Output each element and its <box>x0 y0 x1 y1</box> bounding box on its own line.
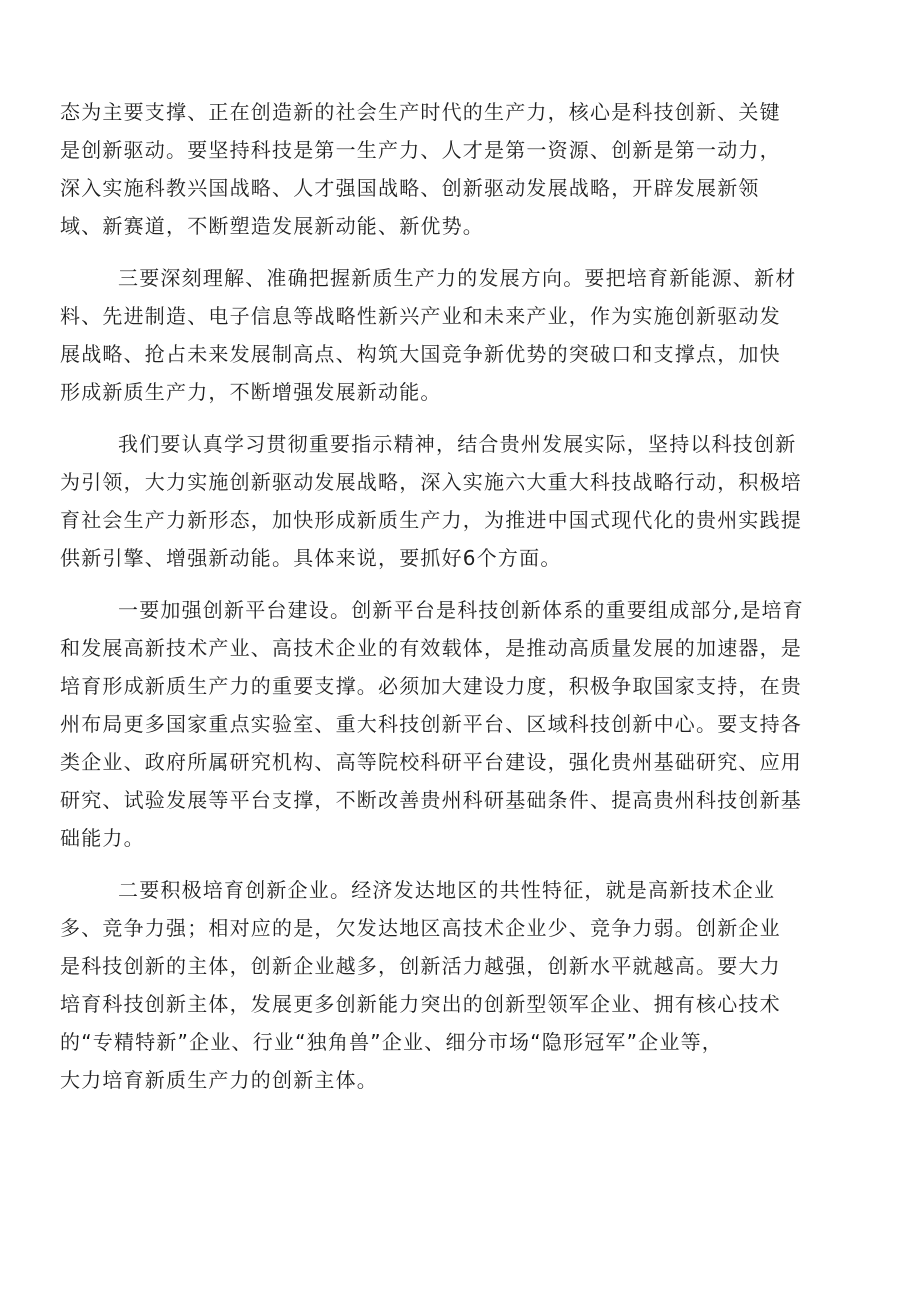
paragraph-line: 供新引擎、增强新动能。具体来说，要抓好6个方面。 <box>60 546 562 570</box>
paragraph-line: 大力培育新质生产力的创新主体。 <box>60 1068 378 1092</box>
paragraph-gap <box>60 245 870 259</box>
paragraph-gap <box>60 411 870 425</box>
paragraph-line: 域、新赛道，不断塑造发展新动能、新优势。 <box>60 214 484 238</box>
paragraph <box>60 93 870 245</box>
paragraph <box>60 425 870 577</box>
paragraph-line: 一要加强创新平台建设。创新平台是科技创新体系的重要组成部分,是培育 <box>118 598 804 622</box>
paragraph-line: 研究、试验发展等平台支撑，不断改善贵州科研基础条件、提高贵州科技创新基 <box>60 788 802 812</box>
paragraph-line: 州布局更多国家重点实验室、重大科技创新平台、区域科技创新中心。要支持各 <box>60 712 802 736</box>
paragraph-line: 的“专精特新”企业、行业“独角兽”企业、细分市场“隐形冠军”企业等， <box>60 1030 723 1054</box>
paragraph <box>60 259 870 411</box>
paragraph-line: 二要积极培育创新企业。经济发达地区的共性特征，就是高新技术企业 <box>118 878 776 902</box>
paragraph-line: 育社会生产力新形态，加快形成新质生产力，为推进中国式现代化的贵州实践提 <box>60 508 802 532</box>
paragraph-line: 形成新质生产力，不断增强发展新动能。 <box>60 380 442 404</box>
document-body <box>60 93 870 1099</box>
paragraph-line: 态为主要支撑、正在创造新的社会生产时代的生产力，核心是科技创新、关键 <box>60 100 781 124</box>
paragraph-line: 和发展高新技术产业、高技术企业的有效载体，是推动高质量发展的加速器，是 <box>60 636 802 660</box>
paragraph-line: 三要深刻理解、准确把握新质生产力的发展方向。要把培育新能源、新材 <box>118 266 797 290</box>
paragraph <box>60 591 870 857</box>
paragraph-line: 我们要认真学习贯彻重要指示精神，结合贵州发展实际，坚持以科技创新 <box>118 432 797 456</box>
paragraph-line: 为引领，大力实施创新驱动发展战略，深入实施六大重大科技战略行动，积极培 <box>60 470 802 494</box>
paragraph-line: 深入实施科教兴国战略、人才强国战略、创新驱动发展战略，开辟发展新领 <box>60 176 760 200</box>
paragraph-line: 培育科技创新主体，发展更多创新能力突出的创新型领军企业、拥有核心技术 <box>60 992 781 1016</box>
paragraph-gap <box>60 577 870 591</box>
paragraph-line: 多、竞争力强；相对应的是，欠发达地区高技术企业少、竞争力弱。创新企业 <box>60 916 781 940</box>
paragraph-line: 展战略、抢占未来发展制高点、构筑大国竞争新优势的突破口和支撑点，加快 <box>60 342 781 366</box>
paragraph-line: 础能力。 <box>60 826 145 850</box>
paragraph-line: 是科技创新的主体，创新企业越多，创新活力越强，创新水平就越高。要大力 <box>60 954 781 978</box>
paragraph-line: 料、先进制造、电子信息等战略性新兴产业和未来产业，作为实施创新驱动发 <box>60 304 781 328</box>
paragraph <box>60 871 870 1099</box>
paragraph-gap <box>60 857 870 871</box>
paragraph-line: 类企业、政府所属研究机构、高等院校科研平台建设，强化贵州基础研究、应用 <box>60 750 802 774</box>
paragraph-line: 是创新驱动。要坚持科技是第一生产力、人才是第一资源、创新是第一动力， <box>60 138 781 162</box>
paragraph-line: 培育形成新质生产力的重要支撑。必须加大建设力度，积极争取国家支持，在贵 <box>60 674 802 698</box>
